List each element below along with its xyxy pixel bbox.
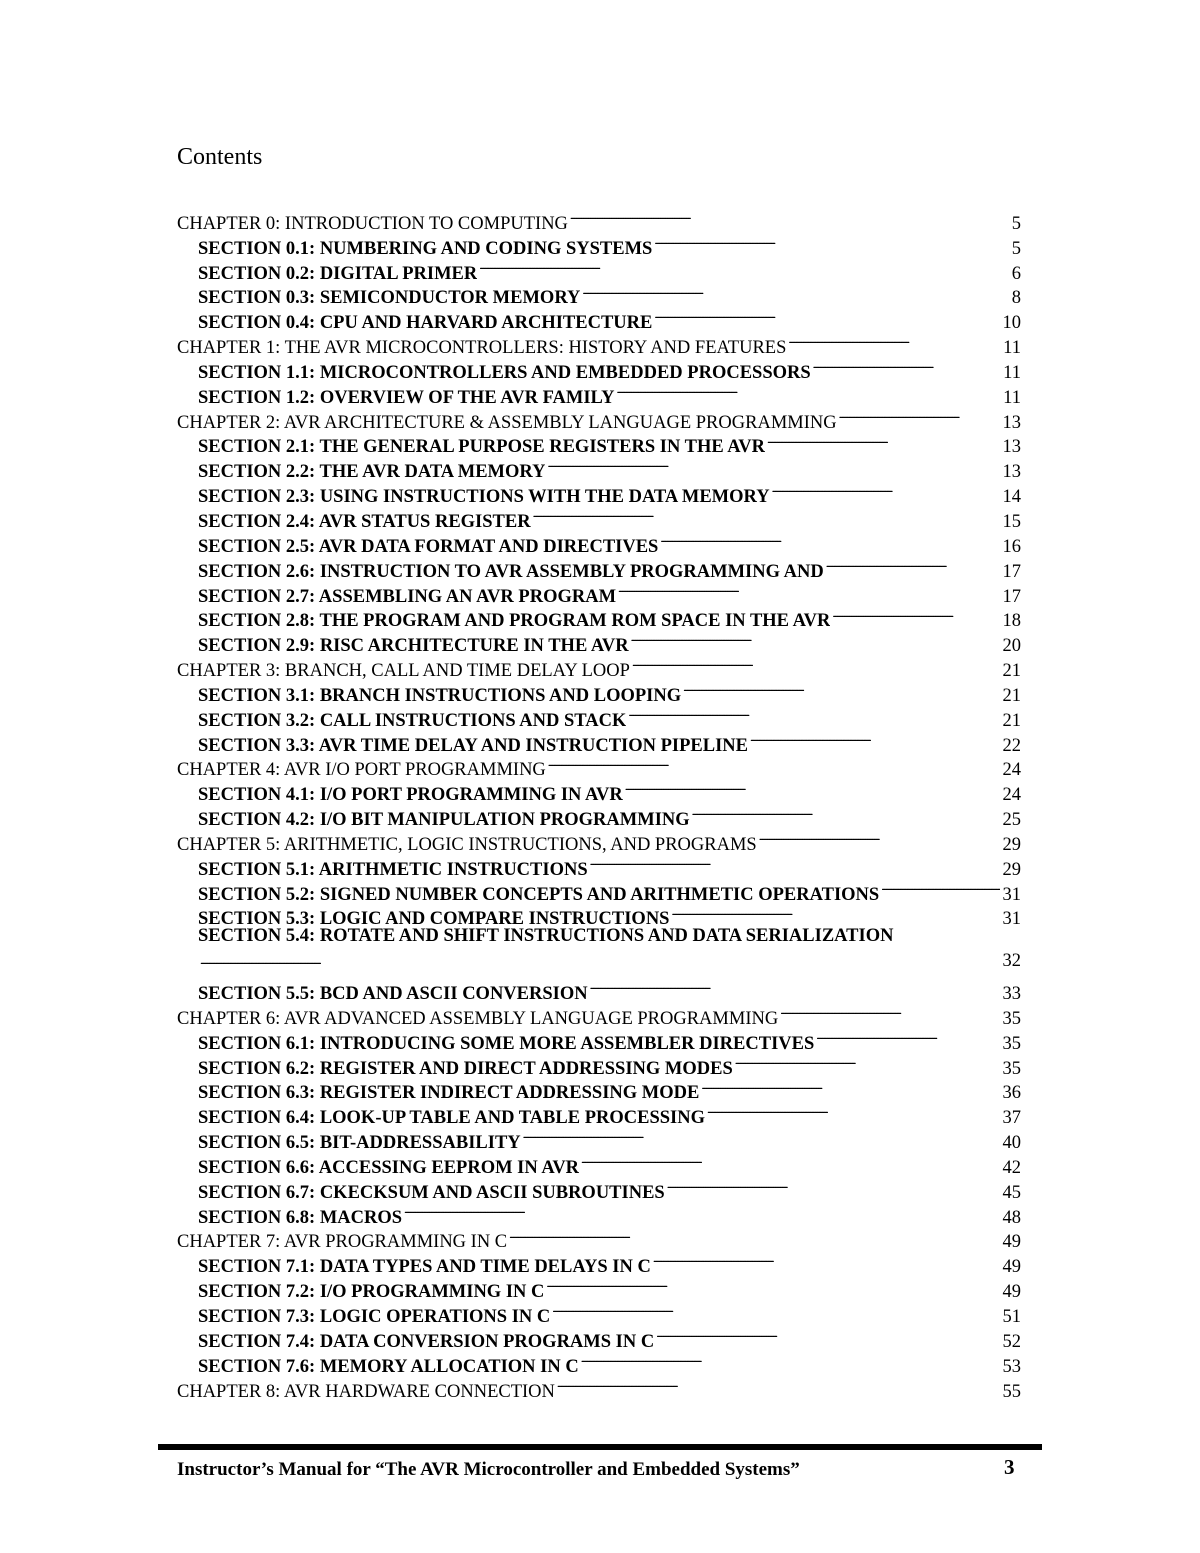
toc-entry-title: SECTION 5.4: ROTATE AND SHIFT INSTRUCTIONS AND DATA SERIALIZATION <box>198 926 894 947</box>
toc-entry-page: 6 <box>1011 263 1021 284</box>
dot-leader <box>198 949 1000 974</box>
dot-leader <box>757 825 1000 850</box>
dot-leader <box>546 751 1000 776</box>
dot-leader <box>616 577 999 602</box>
dot-leader <box>651 1247 1000 1272</box>
dot-leader <box>521 1123 1000 1148</box>
dot-leader <box>665 1173 1000 1198</box>
toc-entry-title: SECTION 6.4: LOOK-UP TABLE AND TABLE PROCESSING <box>198 1108 705 1129</box>
toc-entry-page: 24 <box>1002 760 1021 781</box>
toc-entry-page: 16 <box>1002 536 1021 557</box>
toc-entry-title: CHAPTER 6: AVR ADVANCED ASSEMBLY LANGUAGE PROGRAMMING <box>177 1008 779 1029</box>
dot-leader <box>652 229 1008 254</box>
toc-entry-title: SECTION 4.1: I/O PORT PROGRAMMING IN AVR <box>198 785 623 806</box>
toc-entry-title: SECTION 6.1: INTRODUCING SOME MORE ASSEMBLER DIRECTIVES <box>198 1033 815 1054</box>
toc-entry-title: SECTION 4.2: I/O BIT MANIPULATION PROGRAMMING <box>198 810 690 831</box>
toc-entry-page: 11 <box>1003 338 1021 359</box>
toc-entry-title: SECTION 2.4: AVR STATUS REGISTER <box>198 511 531 532</box>
toc-entry-page: 13 <box>1002 437 1021 458</box>
toc-entry-page: 48 <box>1002 1207 1021 1228</box>
dot-leader <box>555 1372 1000 1397</box>
toc-entry-title: SECTION 7.6: MEMORY ALLOCATION IN C <box>198 1356 579 1377</box>
toc-entry-title: SECTION 6.5: BIT-ADDRESSABILITY <box>198 1133 521 1154</box>
dot-leader <box>837 403 1000 428</box>
toc-entry-title: SECTION 3.1: BRANCH INSTRUCTIONS AND LOOPING <box>198 685 682 706</box>
toc-entry-title: SECTION 2.6: INSTRUCTION TO AVR ASSEMBLY PROGRAMMING AND <box>198 561 824 582</box>
toc-entry-title: SECTION 7.3: LOGIC OPERATIONS IN C <box>198 1306 551 1327</box>
toc-entry-page: 40 <box>1002 1133 1021 1154</box>
dot-leader <box>629 626 1000 651</box>
footer-title: Instructor’s Manual for “The AVR Microcontroller and Embedded Systems” <box>177 1459 800 1480</box>
dot-leader <box>699 1074 999 1099</box>
dot-leader <box>748 726 1000 751</box>
toc-entry-title: CHAPTER 5: ARITHMETIC, LOGIC INSTRUCTIONS, AND PROGRAMS <box>177 834 757 855</box>
toc-entry-page: 24 <box>1002 785 1021 806</box>
toc-entry-page: 37 <box>1002 1108 1021 1129</box>
toc-entry-page: 33 <box>1002 984 1021 1004</box>
toc-entry-title: SECTION 7.1: DATA TYPES AND TIME DELAYS IN C <box>198 1257 651 1278</box>
toc-entry-title: SECTION 0.3: SEMICONDUCTOR MEMORY <box>198 288 581 309</box>
toc-entry-page: 49 <box>1002 1232 1021 1253</box>
dot-leader <box>550 1297 999 1322</box>
dot-leader <box>765 428 1000 453</box>
dot-leader <box>879 875 999 900</box>
toc-entry-page: 25 <box>1002 810 1021 831</box>
toc-entry-title: SECTION 6.8: MACROS <box>198 1207 403 1228</box>
toc-entry-page: 14 <box>1002 487 1021 508</box>
page-title: Contents <box>177 144 263 170</box>
dot-leader <box>786 328 1000 353</box>
toc-entry-page: 49 <box>1002 1257 1021 1278</box>
toc-entry-page: 35 <box>1002 1033 1021 1054</box>
dot-leader <box>690 800 1000 825</box>
toc-entry-page: 17 <box>1002 586 1021 607</box>
toc-entry-title: CHAPTER 8: AVR HARDWARE CONNECTION <box>177 1381 555 1402</box>
toc-entry-title: SECTION 0.1: NUMBERING AND CODING SYSTEMS <box>198 238 653 259</box>
dot-leader <box>811 353 1001 378</box>
dot-leader <box>658 527 999 552</box>
toc-entry-page: 11 <box>1003 362 1021 383</box>
dot-leader <box>630 651 1000 676</box>
toc-entry-page: 18 <box>1002 611 1021 632</box>
dot-leader <box>544 1272 999 1297</box>
toc-entry-title: CHAPTER 0: INTRODUCTION TO COMPUTING <box>177 213 568 234</box>
toc-entry-page: 22 <box>1002 735 1021 756</box>
toc-entry-title: SECTION 1.1: MICROCONTROLLERS AND EMBEDDED PROCESSORS <box>198 362 811 383</box>
toc-entry-page: 29 <box>1002 834 1021 855</box>
toc-entry-title: SECTION 0.2: DIGITAL PRIMER <box>198 263 478 284</box>
dot-leader <box>830 602 999 627</box>
toc-entry-page: 21 <box>1002 685 1021 706</box>
toc-entry-page: 35 <box>1002 1058 1021 1079</box>
toc-entry-title: SECTION 3.3: AVR TIME DELAY AND INSTRUCTION PIPELINE <box>198 735 748 756</box>
toc-entry-title: CHAPTER 7: AVR PROGRAMMING IN C <box>177 1232 508 1253</box>
toc-entry-page: 13 <box>1002 462 1021 483</box>
table-of-contents <box>177 204 1021 1402</box>
dot-leader <box>652 303 999 328</box>
dot-leader <box>579 1148 999 1173</box>
toc-entry-title: SECTION 1.2: OVERVIEW OF THE AVR FAMILY <box>198 387 615 408</box>
dot-leader <box>681 676 999 701</box>
toc-entry-page: 31 <box>1002 884 1021 905</box>
toc-section-entry[interactable] <box>177 974 1021 1004</box>
toc-entry-page: 21 <box>1002 661 1021 682</box>
toc-entry-page: 49 <box>1002 1282 1021 1303</box>
toc-entry-title: SECTION 7.4: DATA CONVERSION PROGRAMS IN C <box>198 1331 655 1352</box>
toc-entry-page: 32 <box>1002 951 1021 972</box>
dot-leader <box>669 900 999 925</box>
toc-entry-title: SECTION 3.2: CALL INSTRUCTIONS AND STACK <box>198 710 627 731</box>
dot-leader <box>733 1049 1000 1074</box>
toc-entry-title: SECTION 2.7: ASSEMBLING AN AVR PROGRAM <box>198 586 617 607</box>
toc-entry-title: CHAPTER 2: AVR ARCHITECTURE & ASSEMBLY LANGUAGE PROGRAMMING <box>177 412 837 433</box>
toc-entry-title: SECTION 5.1: ARITHMETIC INSTRUCTIONS <box>198 859 588 880</box>
toc-entry-title: SECTION 6.2: REGISTER AND DIRECT ADDRESSING MODES <box>198 1058 733 1079</box>
toc-entry-title: SECTION 5.5: BCD AND ASCII CONVERSION <box>198 984 588 1004</box>
toc-chapter-entry[interactable] <box>177 204 1021 234</box>
toc-section-entry[interactable] <box>177 924 1021 974</box>
dot-leader <box>507 1223 999 1248</box>
toc-entry-page: 55 <box>1002 1381 1021 1402</box>
dot-leader <box>580 279 1008 304</box>
toc-entry-title: SECTION 2.5: AVR DATA FORMAT AND DIRECTIVES <box>198 536 659 557</box>
toc-entry-title: CHAPTER 4: AVR I/O PORT PROGRAMMING <box>177 760 546 781</box>
toc-entry-title: SECTION 2.9: RISC ARCHITECTURE IN THE AVR <box>198 636 629 657</box>
toc-entry-page: 13 <box>1002 412 1021 433</box>
dot-leader <box>531 502 1000 527</box>
toc-entry-page: 45 <box>1002 1182 1021 1203</box>
toc-entry-title: SECTION 6.7: CKECKSUM AND ASCII SUBROUTINES <box>198 1182 665 1203</box>
toc-entry-page: 20 <box>1002 636 1021 657</box>
footer-divider <box>158 1444 1042 1450</box>
toc-entry-title: SECTION 6.6: ACCESSING EEPROM IN AVR <box>198 1157 580 1178</box>
toc-entry-page: 10 <box>1002 313 1021 334</box>
toc-entry-page: 8 <box>1011 288 1021 309</box>
dot-leader <box>568 204 1009 229</box>
dot-leader <box>615 378 1001 403</box>
dot-leader <box>778 999 999 1024</box>
footer-page-number: 3 <box>1004 1455 1015 1479</box>
toc-entry-title: SECTION 5.3: LOGIC AND COMPARE INSTRUCTIONS <box>198 909 670 930</box>
dot-leader <box>814 1024 999 1049</box>
dot-leader <box>545 452 999 477</box>
dot-leader <box>654 1322 999 1347</box>
dot-leader <box>477 254 1008 279</box>
toc-entry-page: 5 <box>1011 238 1021 259</box>
toc-entry-page: 53 <box>1002 1356 1021 1377</box>
toc-entry-title: CHAPTER 1: THE AVR MICROCONTROLLERS: HISTORY AND FEATURES <box>177 338 787 359</box>
toc-entry-title: SECTION 2.2: THE AVR DATA MEMORY <box>198 462 546 483</box>
toc-entry-page: 31 <box>1002 909 1021 930</box>
dot-leader <box>626 701 999 726</box>
dot-leader <box>588 974 1000 999</box>
toc-entry-title: SECTION 7.2: I/O PROGRAMMING IN C <box>198 1282 545 1303</box>
toc-entry-page: 5 <box>1011 213 1021 234</box>
toc-entry-page: 17 <box>1002 561 1021 582</box>
toc-entry-title: SECTION 6.3: REGISTER INDIRECT ADDRESSING MODE <box>198 1083 700 1104</box>
toc-entry-title: SECTION 5.2: SIGNED NUMBER CONCEPTS AND ARITHMETIC OPERATIONS <box>198 884 880 905</box>
dot-leader <box>824 552 1000 577</box>
dot-leader <box>402 1198 999 1223</box>
toc-entry-page: 42 <box>1002 1157 1021 1178</box>
dot-leader <box>770 477 1000 502</box>
toc-entry-page: 52 <box>1002 1331 1021 1352</box>
toc-entry-title: SECTION 2.8: THE PROGRAM AND PROGRAM ROM SPACE IN THE AVR <box>198 611 831 632</box>
dot-leader <box>623 775 1000 800</box>
dot-leader <box>588 850 1000 875</box>
toc-entry-title: SECTION 0.4: CPU AND HARVARD ARCHITECTURE <box>198 313 653 334</box>
toc-entry-title: CHAPTER 3: BRANCH, CALL AND TIME DELAY LOOP <box>177 661 630 682</box>
dot-leader <box>579 1347 1000 1372</box>
toc-entry-page: 29 <box>1002 859 1021 880</box>
toc-entry-page: 11 <box>1003 387 1021 408</box>
dot-leader <box>705 1098 1000 1123</box>
toc-entry-title: SECTION 2.1: THE GENERAL PURPOSE REGISTERS IN THE AVR <box>198 437 765 458</box>
toc-entry-page: 35 <box>1002 1008 1021 1029</box>
toc-entry-page: 15 <box>1002 511 1021 532</box>
toc-entry-page: 51 <box>1002 1306 1021 1327</box>
toc-entry-page: 36 <box>1002 1083 1021 1104</box>
toc-entry-page: 21 <box>1002 710 1021 731</box>
toc-entry-title: SECTION 2.3: USING INSTRUCTIONS WITH THE DATA MEMORY <box>198 487 770 508</box>
